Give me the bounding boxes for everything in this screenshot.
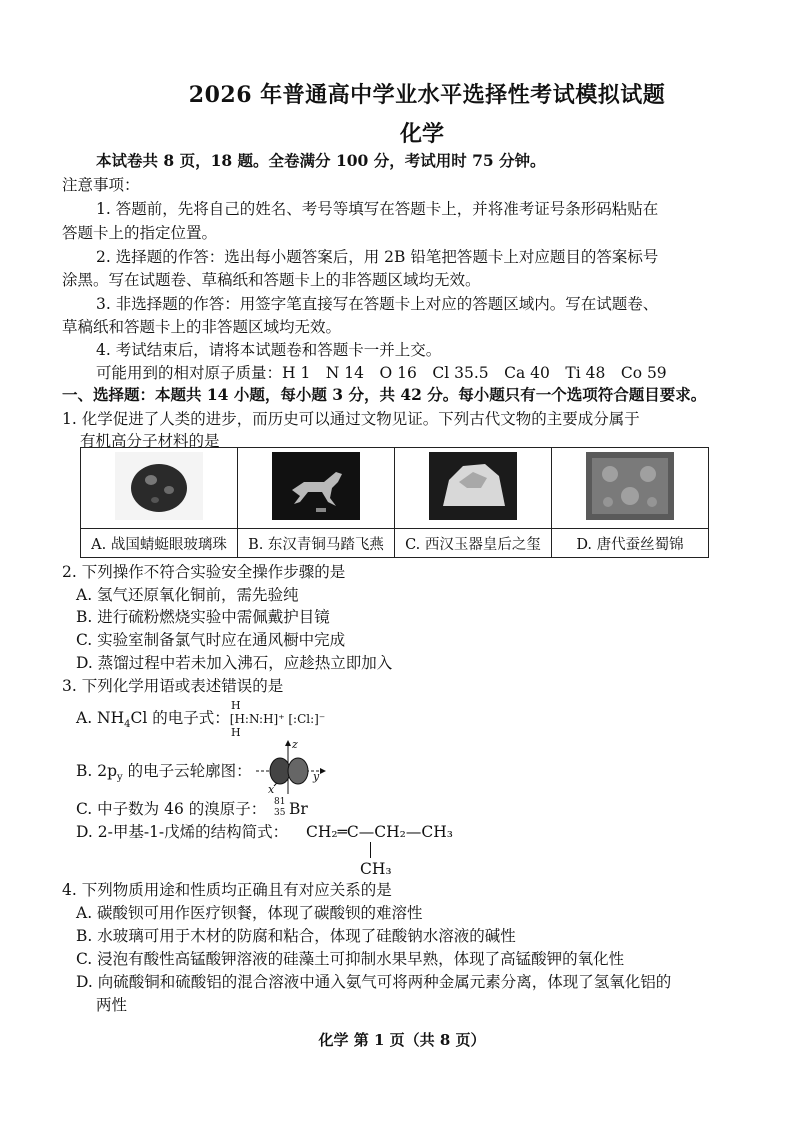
relic-image-cell [552, 448, 709, 529]
option-a: A. 碳酸钡可用作医疗钡餐，体现了碳酸钡的难溶性 [76, 904, 423, 922]
subscript: y [117, 772, 123, 784]
option-d-cont: 两性 [96, 996, 128, 1014]
option-b-mid: 的电子云轮廓图： [122, 762, 252, 780]
notes-title: 注意事项： [62, 176, 140, 194]
exam-summary: 本试卷共 8 页，18 题。全卷满分 100 分，考试用时 75 分钟。 [96, 151, 546, 170]
axis-z-label: z [292, 738, 298, 751]
orbital-diagram [252, 738, 330, 796]
note-line: 涂黑。写在试题卷、草稿纸和答题卡上的非答题区域均无效。 [62, 271, 481, 289]
question-1-stem-cont: 有机高分子材料的是 [80, 432, 220, 450]
atomic-masses: 可能用到的相对原子质量：H 1 N 14 O 16 Cl 35.5 Ca 40 Ti 48 Co 59 [96, 364, 667, 382]
option-a: A. 氢气还原氧化铜前，需先验纯 [76, 586, 299, 604]
option-b: B. 进行硫粉燃烧实验中需佩戴护目镜 [76, 608, 330, 626]
subscript: 4 [124, 719, 131, 731]
branch-bond [370, 842, 371, 858]
isotope-atomic-number: 35 [274, 808, 286, 818]
option-a-mid: Cl 的电子式： [130, 709, 230, 727]
structural-formula-branch: CH₃ [360, 860, 392, 878]
option-d-label: D. 唐代蚕丝蜀锦 [552, 529, 709, 558]
glass-bead-image [115, 452, 203, 520]
isotope-mass-number: 81 [274, 797, 286, 807]
question-4-stem: 4. 下列物质用途和性质均正确且有对应关系的是 [62, 881, 392, 899]
option-c: C. 实验室制备氯气时应在通风橱中完成 [76, 631, 346, 649]
axis-x-label: x [268, 783, 275, 796]
electron-formula-h-bottom: H [231, 726, 241, 739]
question-1-stem: 1. 化学促进了人类的进步，而历史可以通过文物见证。下列古代文物的主要成分属于 [62, 410, 640, 428]
option-b [76, 760, 252, 789]
option-a-prefix: A. NH [76, 709, 125, 727]
option-c: C. 浸泡有酸性高锰酸钾溶液的硅藻土可抑制水果早熟，体现了高锰酸钾的氧化性 [76, 950, 625, 968]
option-b-label: B. 东汉青铜马踏飞燕 [238, 529, 395, 558]
relic-image-cell [395, 448, 552, 529]
note-line: 4. 考试结束后，请将本试题卷和答题卡一并上交。 [96, 341, 442, 359]
option-b: B. 水玻璃可用于木材的防腐和粘合，体现了硅酸钠水溶液的碱性 [76, 927, 516, 945]
section-heading: 一、选择题：本题共 14 小题，每小题 3 分，共 42 分。每小题只有一个选项符合题目要求。 [62, 385, 707, 404]
bronze-horse-image [272, 452, 360, 520]
jade-seal-image [429, 452, 517, 520]
structural-formula-chain: CH₂═C—CH₂—CH₃ [306, 823, 453, 841]
note-line: 草稿纸和答题卡上的非答题区域均无效。 [62, 318, 342, 336]
silk-brocade-image [586, 452, 674, 520]
page-footer: 化学 第 1 页（共 8 页） [318, 1031, 486, 1049]
note-line: 3. 非选择题的作答：用签字笔直接写在答题卡上对应的答题区域内。写在试题卷、 [96, 295, 659, 313]
option-c-label: C. 西汉玉器皇后之玺 [395, 529, 552, 558]
note-line: 答题卡上的指定位置。 [62, 224, 218, 242]
option-a-label: A. 战国蜻蜓眼玻璃珠 [81, 529, 238, 558]
question-2-stem: 2. 下列操作不符合实验安全操作步骤的是 [62, 563, 346, 581]
isotope-symbol: Br [289, 800, 308, 818]
option-d: D. 2-甲基-1-戊烯的结构简式： [76, 823, 289, 841]
note-line: 2. 选择题的作答：选出每小题答案后，用 2B 铅笔把答题卡上对应题目的答案标号 [96, 248, 659, 266]
axis-y-label: y [313, 770, 320, 783]
relic-table [80, 447, 709, 558]
option-b-prefix: B. 2p [76, 762, 118, 780]
option-d: D. 向硫酸铜和硫酸铝的混合溶液中通入氨气可将两种金属元素分离，体现了氢氧化铝的 [76, 973, 672, 991]
electron-formula: [H:N:H]⁺ [:Cl:]⁻ [229, 712, 326, 726]
option-d: D. 蒸馏过程中若未加入沸石，应趁热立即加入 [76, 654, 393, 672]
note-line: 1. 答题前，先将自己的姓名、考号等填写在答题卡上，并将准考证号条形码粘贴在 [96, 200, 659, 218]
option-c: C. 中子数为 46 的溴原子： [76, 800, 267, 818]
electron-formula-h-top: H [231, 699, 241, 712]
relic-image-cell [81, 448, 238, 529]
subject-title: 化学 [399, 121, 444, 147]
option-a [76, 707, 325, 736]
question-3-stem: 3. 下列化学用语或表述错误的是 [62, 677, 284, 695]
relic-image-cell [238, 448, 395, 529]
exam-title: 2026 年普通高中学业水平选择性考试模拟试题 [188, 82, 666, 108]
